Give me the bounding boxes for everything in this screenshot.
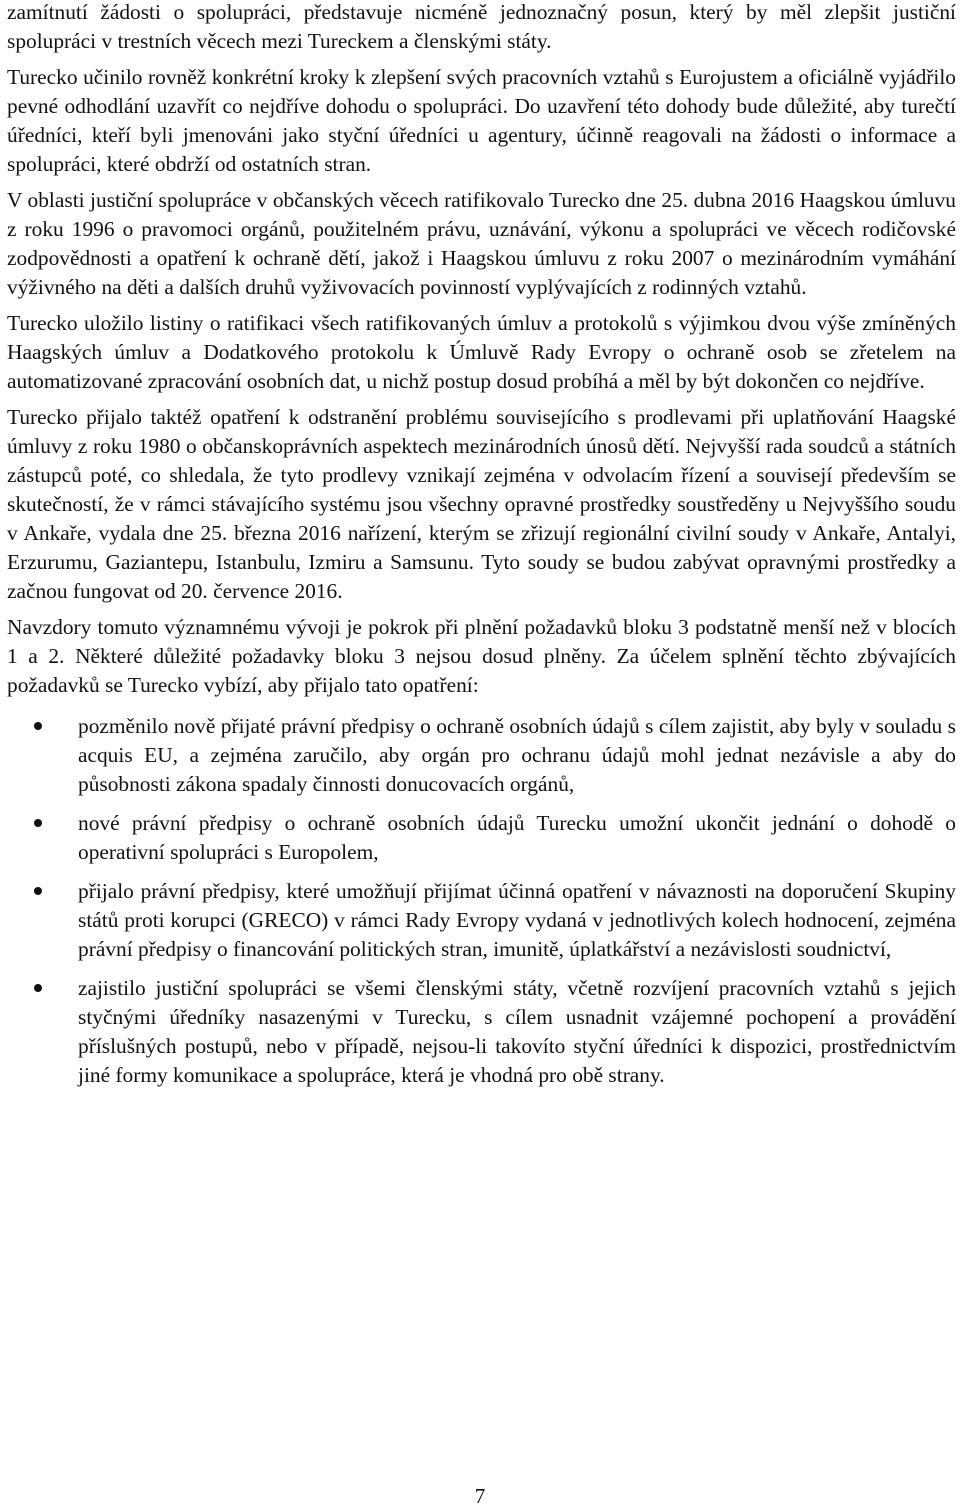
list-item	[7, 712, 956, 799]
list-item	[7, 877, 956, 964]
page-number: 7	[474, 1484, 486, 1508]
paragraph-2: Turecko učinilo rovněž konkrétní kroky k zlepšení svých pracovních vztahů s Eurojustem a oficiálně vyjádřilo pevné odhodlání uzavřít co nejdříve dohodu o spolupráci. Do uzavření této dohody bude důležité, aby turečtí úředníci, kteří byli jmenováni jako styční úředníci u agentury, účinně reagovali na žádosti o informace a spolupráci, které obdrží od ostatních stran.	[7, 65, 956, 176]
list-item-text: zajistilo justiční spolupráci se všemi členskými státy, včetně rozvíjení pracovních vztahů s jejich styčnými úředníky nasazenými v Turecku, s cílem usnadnit vzájemné pochopení a provádění příslušných postupů, nebo v případě, nejsou-li takovíto styční úředníci k dispozici, prostřednictvím jiné formy komunikace a spolupráce, která je vhodná pro obě strany.	[78, 976, 956, 1087]
paragraph-5: Turecko přijalo taktéž opatření k odstranění problému souvisejícího s prodlevami při uplatňování Haagské úmluvy z roku 1980 o občanskoprávních aspektech mezinárodních únosů dětí. Nejvyšší rada soudců a státních zástupců poté, co shledala, že tyto prodlevy vznikají zejména v odvolacím řízení a souvisejí především se skutečností, že v rámci stávajícího systému jsou všechny opravné prostředky soustředěny u Nejvyššího soudu v Ankaře, vydala dne 25. března 2016 nařízení, kterým se zřizují regionální civilní soudy v Ankaře, Antalyi, Erzurumu, Gaziantepu, Istanbulu, Izmiru a Samsunu. Tyto soudy se budou zabývat opravnými prostředky a začnou fungovat od 20. července 2016.	[7, 405, 956, 603]
bullet-icon	[34, 722, 42, 730]
bullet-icon	[34, 819, 42, 827]
list-item-text: přijalo právní předpisy, které umožňují přijímat účinná opatření v návaznosti na doporučení Skupiny států proti korupci (GRECO) v rámci Rady Evropy vydaná v jednotlivých kolech hodnocení, zejména právní předpisy o financování politických stran, imunitě, úplatkářství a nezávislosti soudnictví,	[78, 879, 956, 961]
list-item-text: pozměnilo nově přijaté právní předpisy o ochraně osobních údajů s cílem zajistit, aby byly v souladu s acquis EU, a zejména zaručilo, aby orgán pro ochranu údajů mohl jednat nezávisle a aby do působnosti zákona spadaly činnosti donucovacích orgánů,	[78, 714, 956, 796]
list-item-text: nové právní předpisy o ochraně osobních údajů Turecku umožní ukončit jednání o dohodě o operativní spolupráci s Europolem,	[78, 811, 956, 864]
bullet-icon	[34, 887, 42, 895]
document-page	[7, 0, 956, 1100]
paragraph-4: Turecko uložilo listiny o ratifikaci všech ratifikovaných úmluv a protokolů s výjimkou dvou výše zmíněných Haagských úmluv a Dodatkového protokolu k Úmluvě Rady Evropy o ochraně osob se zřetelem na automatizované zpracování osobních dat, u nichž postup dosud probíhá a měl by být dokončen co nejdříve.	[7, 311, 956, 393]
bullet-icon	[34, 984, 42, 992]
requirements-list	[7, 712, 956, 1090]
list-item	[7, 809, 956, 867]
paragraph-3: V oblasti justiční spolupráce v občanských věcech ratifikovalo Turecko dne 25. dubna 2016 Haagskou úmluvu z roku 1996 o pravomoci orgánů, použitelném právu, uznávání, výkonu a spolupráci ve věcech rodičovské zodpovědnosti a opatření k ochraně dětí, jakož i Haagskou úmluvu z roku 2007 o mezinárodním vymáhání výživného na děti a dalších druhů vyživovacích povinností vyplývajících z rodinných vztahů.	[7, 188, 956, 299]
paragraph-1: zamítnutí žádosti o spolupráci, představuje nicméně jednoznačný posun, který by měl zlepšit justiční spolupráci v trestních věcech mezi Tureckem a členskými státy.	[7, 0, 956, 53]
list-item	[7, 974, 956, 1090]
paragraph-6: Navzdory tomuto významnému vývoji je pokrok při plnění požadavků bloku 3 podstatně menší než v blocích 1 a 2. Některé důležité požadavky bloku 3 nejsou dosud plněny. Za účelem splnění těchto zbývajících požadavků se Turecko vybízí, aby přijalo tato opatření:	[7, 615, 956, 697]
